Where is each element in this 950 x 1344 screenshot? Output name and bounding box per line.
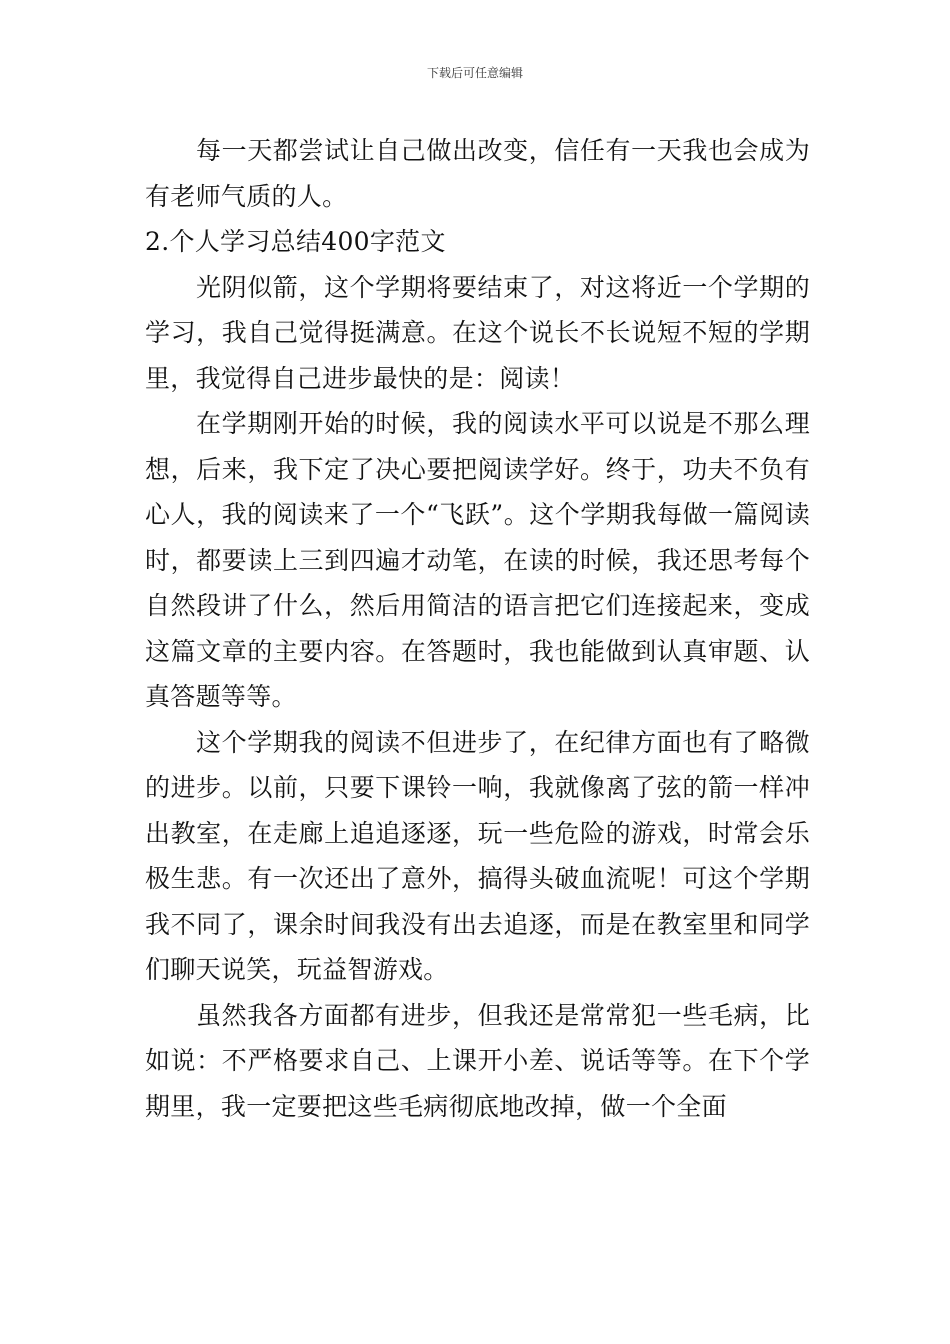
paragraph-4: 虽然我各方面都有进步，但我还是常常犯一些毛病，比如说：不严格要求自己、上课开小差、说话等等。在下个学期里，我一定要把这些毛病彻底地改掉，做一个全面: [145, 1000, 810, 1121]
paragraph-2: 在学期刚开始的时候，我的阅读水平可以说是不那么理想，后来，我下定了决心要把阅读学好。终于，功夫不负有心人，我的阅读来了一个“飞跃”。这个学期我每做一篇阅读时，都要读上三到四遍才动笔，在读的时候，我还思考每个自然段讲了什么，然后用简洁的语言把它们连接起来，变成这篇文章的主要内容。在答题时，我也能做到认真审题、认真答题等等。: [145, 409, 810, 711]
document-body: [145, 128, 810, 1129]
paragraph-3: 这个学期我的阅读不但进步了，在纪律方面也有了略微的进步。以前，只要下课铃一响，我就像离了弦的箭一样冲出教室，在走廊上追追逐逐，玩一些危险的游戏，时常会乐极生悲。有一次还出了意外，搞得头破血流呢！可这个学期我不同了，课余时间我没有出去追逐，而是在教室里和同学们聊天说笑，玩益智游戏。: [145, 727, 810, 984]
section-title: 2.个人学习总结400字范文: [145, 227, 446, 256]
paragraph-intro-closing: 每一天都尝试让自己做出改变，信任有一天我也会成为有老师气质的人。: [145, 136, 810, 211]
page-header: 下载后可任意编辑: [426, 66, 523, 80]
paragraph-1: 光阴似箭，这个学期将要结束了，对这将近一个学期的学习，我自己觉得挺满意。在这个说长不长说短不短的学期里，我觉得自己进步最快的是：阅读！: [145, 272, 810, 393]
